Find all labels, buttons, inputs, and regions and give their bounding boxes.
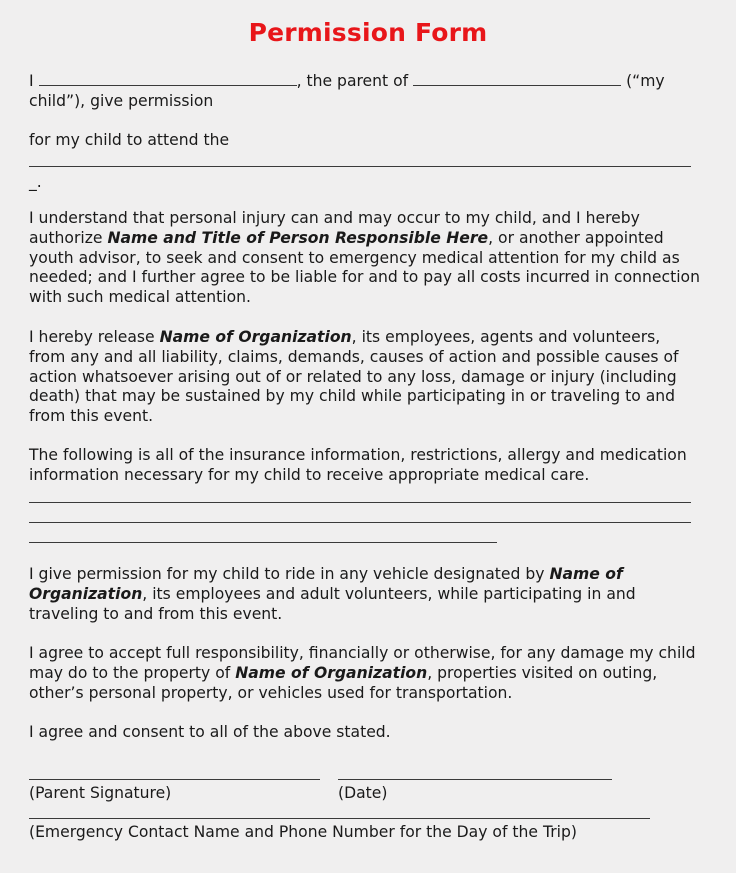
emergency-contact-label: (Emergency Contact Name and Phone Number for the Day of the Trip) [29,823,577,841]
paragraph-vehicle [29,565,701,624]
parent-name-blank[interactable] [39,71,297,86]
intro-end-mark: _. [29,173,42,191]
paragraph-responsibility [29,644,701,703]
p2-text-a: I hereby release [29,328,160,346]
intro-line-2: child”), give permission [29,92,214,110]
intro-my-child-open: (“my [626,72,665,90]
p2-placeholder: Name of Organization [159,328,352,346]
p5-placeholder: Name of Organization [235,663,428,682]
intro-parent-of: , the parent of [296,72,409,90]
intro-attend: for my child to attend the [29,131,230,149]
p2-text-b: , its employees, agents and volunteers, from any and all liability, claims, demands, causes of action and possible causes of action whatsoever arising out of or related to any loss, damage or injury (including death) that may be sustained by my child while participating in or traveling to and from this event. [29,328,679,426]
paragraph-consent: I agree and consent to all of the above stated. [29,723,391,741]
date-line[interactable] [338,779,612,780]
event-blank[interactable] [29,166,691,167]
p4-text-b: , its employees and adult volunteers, while participating in and traveling to and from this event. [29,584,636,623]
p5-text-a: I agree to accept full responsibility, financially or otherwise, for any damage my child may do to the property of [29,644,696,682]
parent-signature-label: (Parent Signature) [29,784,172,802]
paragraph-release [29,328,701,427]
p1-placeholder: Name and Title of Person Responsible Here [107,228,489,247]
parent-signature-line[interactable] [29,779,320,780]
emergency-contact-line[interactable] [29,818,650,819]
p1-text-b: , or another appointed youth advisor, to seek and consent to emergency medical attention for my child as needed; and I further agree to be liable for and to pay all costs incurred in connection with such medical attention. [29,228,700,307]
date-label: (Date) [338,784,388,802]
p4-text-a: I give permission for my child to ride in any vehicle designated by [29,565,550,583]
intro-line-1 [29,71,665,91]
p4-placeholder: Name of Organization [29,565,623,603]
insurance-blank-1[interactable] [29,502,691,503]
insurance-blank-3[interactable] [29,542,497,543]
child-name-blank[interactable] [413,71,621,86]
paragraph-authorize [29,209,701,308]
paragraph-insurance: The following is all of the insurance information, restrictions, allergy and medication information necessary for my child to receive appropriate medical care. [29,446,687,484]
p1-text-a: I understand that personal injury can and may occur to my child, and I hereby authorize [29,209,640,247]
insurance-blank-2[interactable] [29,522,691,523]
p5-text-b: , properties visited on outing, other’s personal property, or vehicles used for transportation. [29,663,658,702]
page-title: Permission Form [248,18,488,47]
intro-i: I [29,72,34,90]
